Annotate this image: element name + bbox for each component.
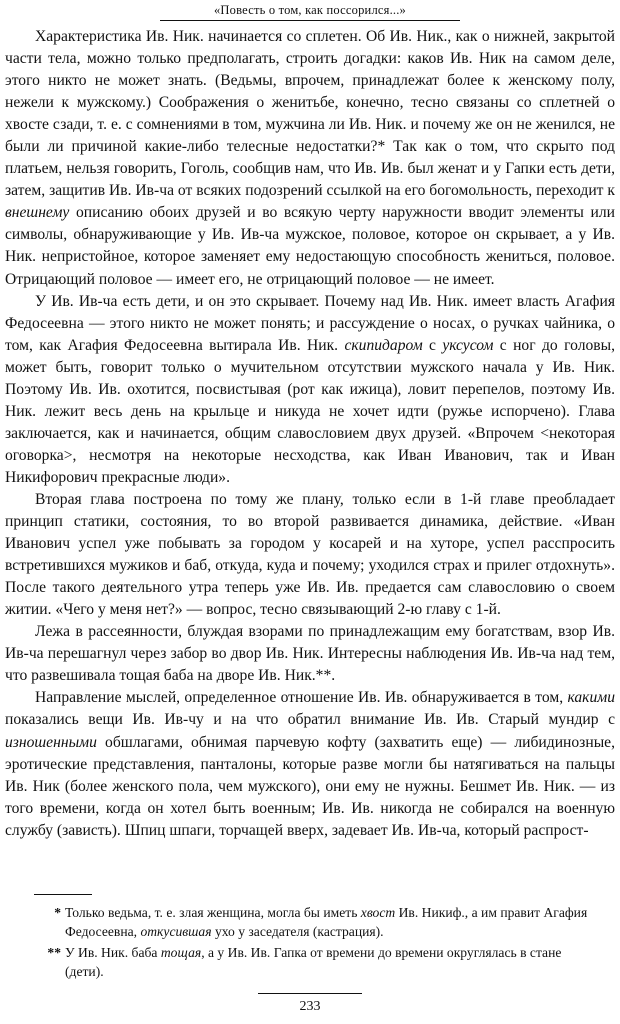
- text-run: описанию обоих друзей и во всякую черту наружности вводит элементы или символы, обнаруживающие у Ив. Ив-ча мужское, половое, которое он скрывает, а у Ив. Ник. непристойное, которое заменяет ему недостающую способность жениться, половое. Отрицающий половое — имеет его, не отрицающий половое — не имеет.: [5, 204, 615, 288]
- footnote-rule: [34, 894, 92, 895]
- paragraph: [5, 489, 615, 621]
- footnote: [5, 903, 589, 941]
- text-run: , а у Ив. Ив. Гапка от времени до времени округлялась в стане (дети).: [65, 945, 562, 979]
- text-run: Лежа в рассеянности, блуждая взорами по принадлежащим ему богатствам, взор Ив. Ив-ча перешагнул через забор во двор Ив. Ник. Интересны наблюдения Ив. Ив-ча над тем, что развешивала тощая баба на дворе Ив. Ник.**.: [5, 623, 615, 685]
- emphasis-run: изношенными: [5, 733, 97, 751]
- text-run: Только ведьма, т. е. злая женщина, могла бы иметь: [65, 905, 361, 920]
- footnote: [5, 943, 589, 981]
- page-number: 233: [299, 999, 321, 1014]
- text-run: У Ив. Ник. баба: [65, 945, 161, 960]
- emphasis-run: внешнему: [5, 204, 70, 222]
- text-run: с: [422, 336, 443, 354]
- emphasis-run: откусившая: [140, 924, 212, 939]
- text-run: Ив. Никиф., а им правит Агафия Федосеевна,: [65, 905, 588, 939]
- text-run: с ног до головы, может быть, говорит только о мучительном отсутствии мужского начала у Ив. Ник. Поэтому Ив. Ив. охотится, посвистывая (рот как ижица), ловит перепелов, поэтому Ив. Ник. лежит весь день на крыльце и никуда не хочет идти (ружье испорчено). Глава заключается, как и начинается, общим славословием двух друзей. «Впрочем <некоторая оговорка>, несмотря на некоторые несходства, как Иван Иванович, так и Иван Никифорович прекрасные люди».: [5, 336, 616, 486]
- emphasis-run: уксусом: [442, 336, 494, 354]
- paragraph: [5, 621, 615, 687]
- bottom-rule: [258, 993, 362, 994]
- emphasis-run: хвост: [360, 905, 396, 920]
- text-run: показались вещи Ив. Ив-чу и на что обратил внимание Ив. Ив. Старый мундир с: [5, 711, 615, 729]
- running-head: «Повесть о том, как поссорился...»: [213, 3, 407, 17]
- footnotes: [5, 903, 589, 983]
- emphasis-run: тощая: [160, 945, 202, 960]
- paragraph: [5, 291, 615, 489]
- footnote-mark: **: [47, 945, 61, 960]
- text-run: обшлагами, обнимая парчевую кофту (захватить еще) — либидинозные, эротические представления, панталоны, которые разве могли бы натягиваться на пальцы Ив. Ник (более женского пола, чем мужского), они ему не нужны. Бешмет Ив. Ник. — из того времени, когда он хотел быть военным; Ив. Ив. никогда не собирался на военную службу (зависть). Шпиц шпаги, торчащей вверх, задевает Ив. Ив-ча, который распрост-: [5, 733, 615, 839]
- emphasis-run: какими: [567, 689, 615, 707]
- footnote-text: [65, 905, 587, 939]
- header-rule: [160, 20, 460, 21]
- emphasis-run: скипидаром: [344, 336, 423, 354]
- text-run: ухо у заседателя (кастрация).: [211, 924, 384, 939]
- text-run: Направление мыслей, определенное отношение Ив. Ив. обнаруживается в том,: [35, 689, 568, 707]
- footnote-mark: *: [54, 905, 61, 920]
- text-run: Характеристика Ив. Ник. начинается со сплетен. Об Ив. Ник., как о нижней, закрытой части тела, можно только предполагать, строить догадки: каков Ив. Ник на самом деле, этого никто не может знать. (Ведьмы, впрочем, принадлежат более к женскому полу, нежели к мужскому.) Соображения о женитьбе, конечно, тесно связаны со сплетней о хвосте сзади, т. е. с сомнениями в том, мужчина ли Ив. Ник. и почему же он не женился, не были ли причиной какие-либо телесные недостатки?* Так как о том, что скрыто под платьем, нельзя говорить, Гоголь, сообщив нам, что Ив. Ив. был женат и у Гапки есть дети, затем, защитив Ив. Ив-ча от всяких подозрений ссылкой на его богомольность, переходит к: [5, 28, 615, 200]
- paragraph: [5, 687, 615, 841]
- text-run: Вторая глава построена по тому же плану, только если в 1-й главе преобладает принцип статики, состояния, то во второй развивается динамика, действие. «Иван Иванович успел уже побывать за городом у косарей и на хуторе, успел расспросить встретившихся мужиков и баб, откуда, куда и почему; уходился страх и прилег отдохнуть». После такого деятельного утра теперь уже Ив. Ив. предается сам славословию о своем житии. «Чего у меня нет?» — вопрос, тесно связывающий 2-ю главу с 1-й.: [5, 490, 615, 619]
- main-text: [5, 26, 615, 842]
- paragraph: [5, 26, 615, 291]
- text-run: У Ив. Ив-ча есть дети, и он это скрывает. Почему над Ив. Ник. имеет власть Агафия Федосеевна — этого никто не может понять; и рассуждение о носах, о ручках чайника, о том, как Агафия Федосеевна вытирала Ив. Ник.: [5, 292, 615, 354]
- footnote-text: [65, 945, 561, 979]
